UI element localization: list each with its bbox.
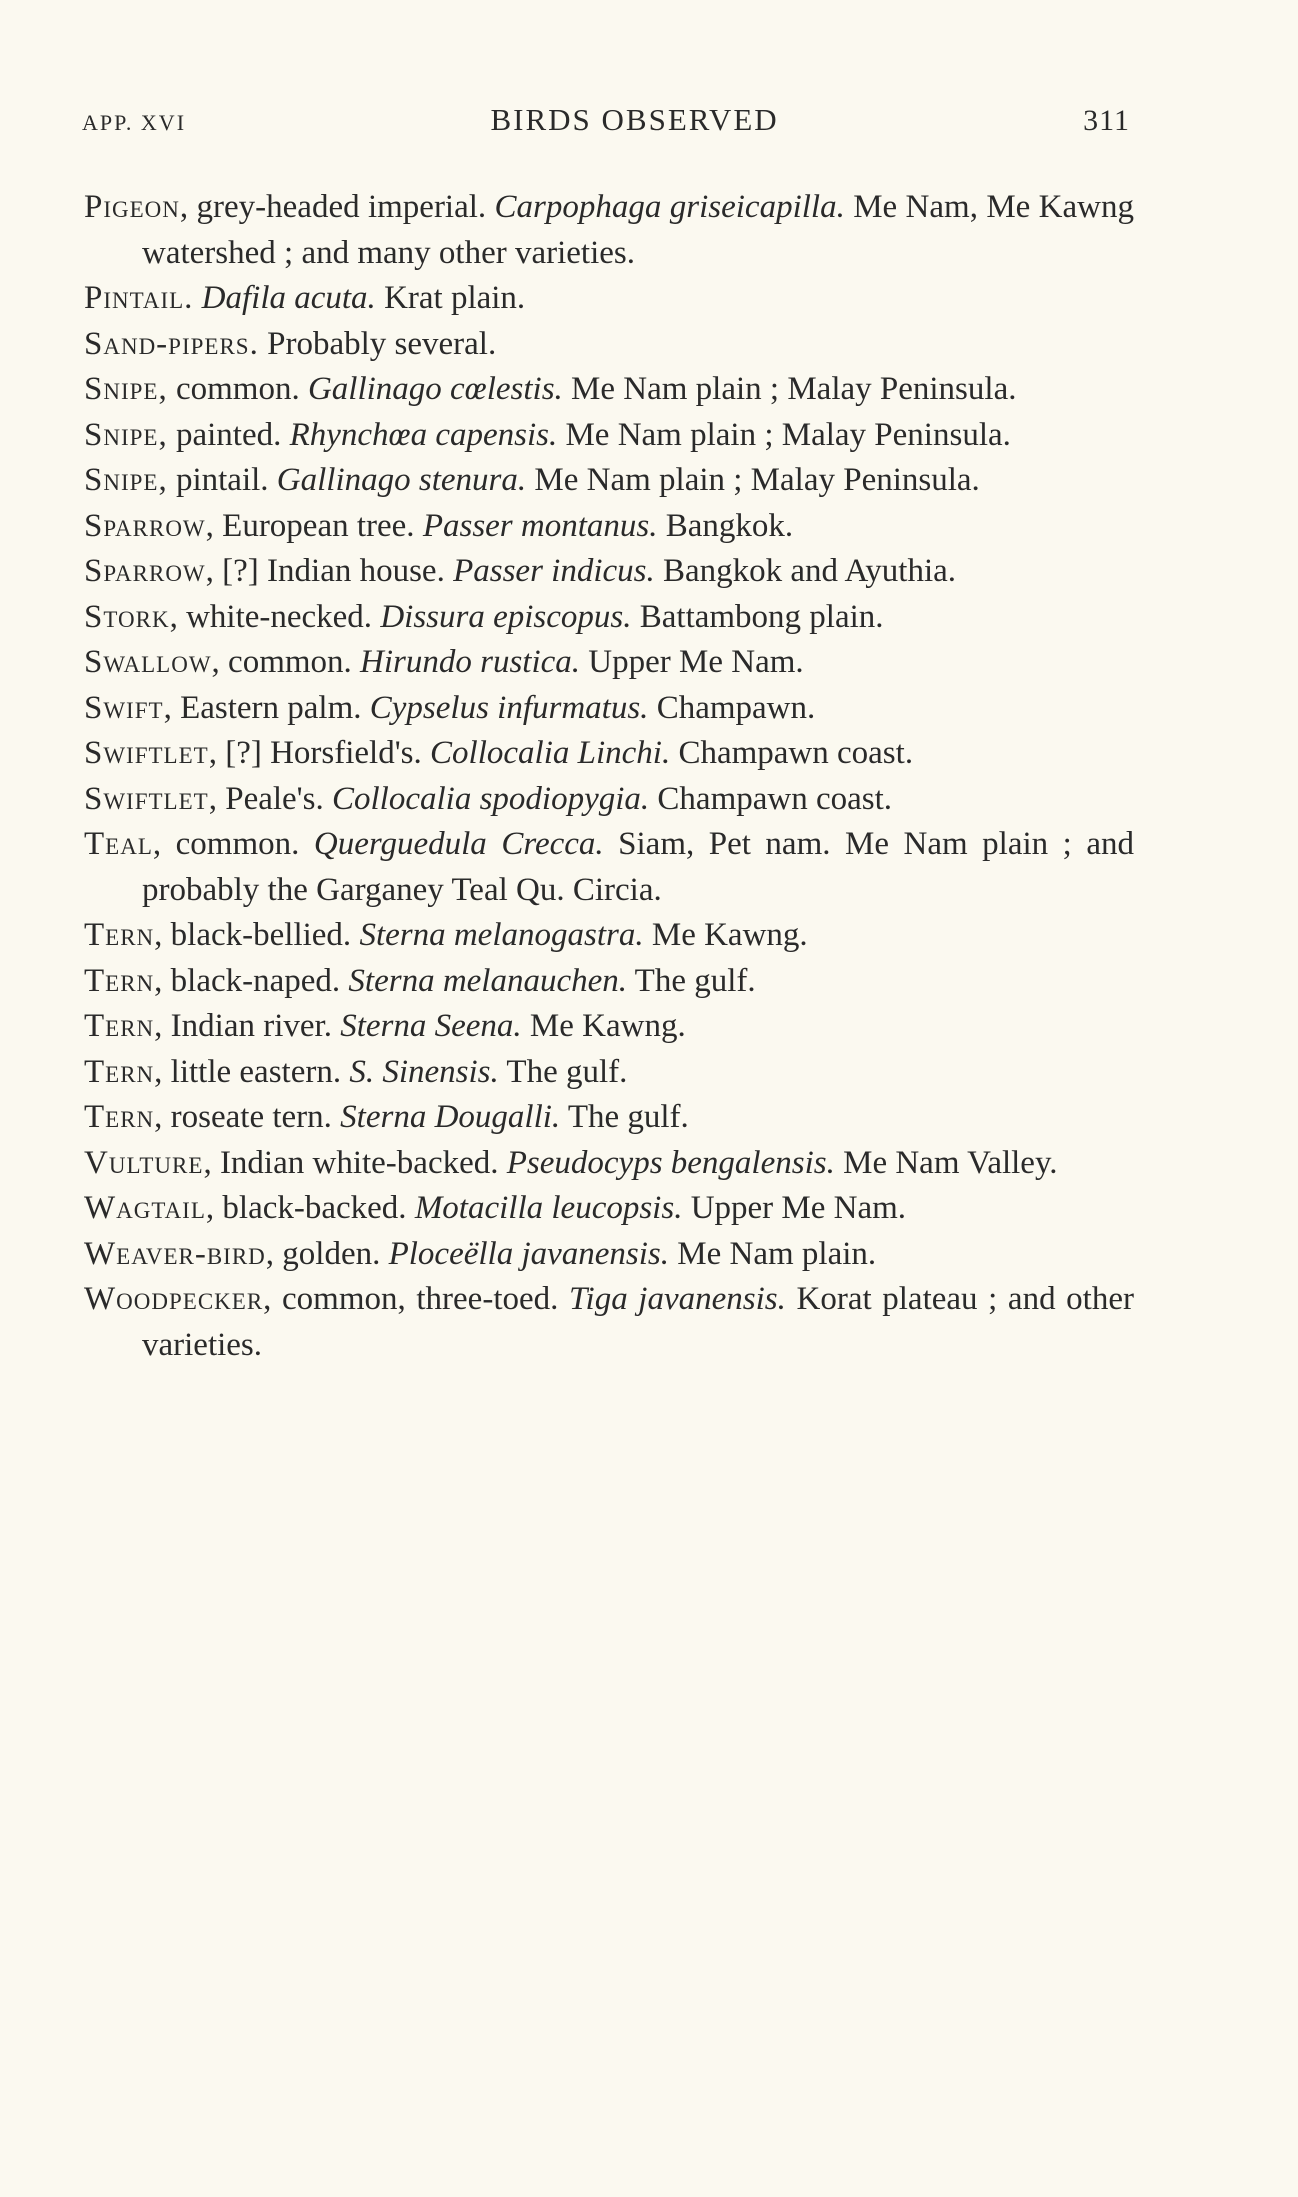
list-item <box>84 1232 1134 1278</box>
entry-scientific-name: Sterna melanauchen. <box>348 962 628 999</box>
entry-term: Sparrow <box>84 507 206 544</box>
entry-term: Snipe, <box>84 416 168 453</box>
bird-list <box>84 185 1134 1368</box>
entry-scientific-name: Rhynchœa capensis. <box>289 416 558 453</box>
entry-term: Weaver-bird <box>84 1235 266 1272</box>
entry-locality: Me Nam Valley. <box>834 1144 1058 1181</box>
entry-scientific-name: Passer indicus. <box>453 553 655 589</box>
entry-term: Tern <box>84 1053 155 1090</box>
list-item <box>84 185 1134 276</box>
running-header <box>82 102 1130 138</box>
entry-description: , black-naped. <box>154 962 349 999</box>
entry-locality: Korat plateau ; and other varieties. <box>142 1281 1134 1363</box>
entry-locality: The gulf. <box>498 1053 628 1090</box>
entry-locality: Upper Me Nam. <box>580 644 804 680</box>
list-item <box>84 1004 1134 1050</box>
list-item <box>84 322 1134 368</box>
entry-description: , grey-headed imperial. <box>179 189 495 225</box>
entry-term: Pigeon <box>84 189 180 225</box>
entry-description: , Eastern palm. <box>163 689 370 726</box>
entry-term: Swift <box>84 689 164 726</box>
entry-term: Stork <box>84 598 170 635</box>
list-item <box>84 777 1134 823</box>
list-item <box>84 959 1134 1005</box>
entry-locality: Bangkok and Ayuthia. <box>654 553 957 589</box>
entry-scientific-name: Ploceëlla javanensis. <box>388 1235 670 1272</box>
entry-term: Tern <box>84 1099 155 1135</box>
list-item <box>84 413 1134 459</box>
entry-scientific-name: Sterna Dougalli. <box>340 1099 561 1135</box>
entry-description: , black-bellied. <box>154 917 360 953</box>
entry-term: Snipe, <box>84 371 168 407</box>
list-item <box>84 913 1134 959</box>
entry-term: Teal <box>84 826 153 862</box>
entry-locality: Me Kawng. <box>521 1008 686 1044</box>
entry-locality: Battambong plain. <box>631 598 884 635</box>
entry-description: , Peale's. <box>208 780 332 817</box>
entry-term: Sand-pipers. <box>84 325 259 362</box>
entry-description: , [?] Horsfield's. <box>208 735 431 771</box>
entry-description: painted. <box>167 416 290 453</box>
entry-term: Vulture <box>84 1144 204 1181</box>
page-number: 311 <box>1083 104 1130 137</box>
entry-scientific-name: Dafila acuta. <box>201 280 376 316</box>
entry-locality: Me Nam plain ; Malay Peninsula. <box>557 416 1011 453</box>
list-item <box>84 686 1134 732</box>
entry-description: , white-necked. <box>169 598 381 635</box>
entry-scientific-name: S. Sinensis. <box>349 1053 499 1090</box>
entry-scientific-name: Collocalia spodiopygia. <box>331 780 650 817</box>
entry-locality: The gulf. <box>627 962 756 999</box>
entry-locality: The gulf. <box>560 1099 689 1135</box>
entry-scientific-name: Sterna Seena. <box>340 1008 522 1044</box>
entry-term: Wagtail <box>84 1190 206 1226</box>
entry-description <box>193 280 201 316</box>
entry-term: Swiftlet <box>84 780 209 817</box>
list-item <box>84 595 1134 641</box>
entry-description: pintail. <box>167 462 277 498</box>
entry-scientific-name: Tiga javanensis. <box>569 1281 786 1317</box>
entry-scientific-name: Hirundo rustica. <box>360 644 581 680</box>
entry-scientific-name: Gallinago stenura. <box>276 462 527 498</box>
entry-description: , European tree. <box>205 507 423 544</box>
entry-term: Sparrow <box>84 553 206 589</box>
list-item <box>84 1277 1134 1368</box>
list-item <box>84 731 1134 777</box>
entry-locality: Upper Me Nam. <box>682 1190 907 1226</box>
list-item <box>84 367 1134 413</box>
entry-scientific-name: Collocalia Linchi. <box>430 735 671 771</box>
entry-description: , common. <box>152 826 314 862</box>
list-item <box>84 1050 1134 1096</box>
entry-scientific-name: Querguedula Crecca. <box>313 826 604 862</box>
entry-locality: Me Nam plain. <box>669 1235 877 1272</box>
entry-locality: Me Nam plain ; Malay Peninsula. <box>562 371 1017 407</box>
entry-description: , common. <box>211 644 361 680</box>
entry-scientific-name: Motacilla leucopsis. <box>414 1190 683 1226</box>
list-item <box>84 640 1134 686</box>
entry-description: , Indian river. <box>154 1008 341 1044</box>
list-item <box>84 504 1134 550</box>
entry-description: , common, three-toed. <box>263 1281 569 1317</box>
entry-locality: Me Nam, Me Kawng watershed ; and many other varieties. <box>142 189 1134 271</box>
entry-term: Tern <box>84 962 155 999</box>
entry-scientific-name: Dissura episcopus. <box>380 598 632 635</box>
entry-locality: Me Nam plain ; Malay Peninsula. <box>526 462 980 498</box>
entry-term: Pintail. <box>84 280 194 316</box>
entry-scientific-name: Passer montanus. <box>422 507 658 544</box>
entry-term: Tern <box>84 917 155 953</box>
list-item <box>84 276 1134 322</box>
entry-description: , little eastern. <box>154 1053 350 1090</box>
entry-description: , [?] Indian house. <box>205 553 454 589</box>
page-title: BIRDS OBSERVED <box>490 102 779 137</box>
entry-term: Swiftlet <box>84 735 209 771</box>
entry-scientific-name: Sterna melanogastra. <box>359 917 644 953</box>
entry-locality: Siam, Pet nam. Me Nam plain ; and probably the Garganey Teal Qu. Circia. <box>142 826 1134 908</box>
list-item <box>84 822 1134 913</box>
entry-description: , golden. <box>265 1235 389 1272</box>
list-item <box>84 1095 1134 1141</box>
entry-description: , black-backed. <box>205 1190 415 1226</box>
entry-scientific-name: Gallinago cœlestis. <box>307 371 563 407</box>
appendix-label: APP. XVI <box>82 110 187 135</box>
entry-scientific-name: Cypselus infurmatus. <box>369 689 649 726</box>
entry-locality: Champawn coast. <box>670 735 914 771</box>
entry-term: Swallow <box>84 644 212 680</box>
list-item <box>84 458 1134 504</box>
list-item <box>84 1141 1134 1187</box>
entry-term: Snipe, <box>84 462 168 498</box>
entry-scientific-name: Pseudocyps bengalensis. <box>506 1144 835 1181</box>
entry-locality: Champawn. <box>648 689 816 726</box>
entry-locality: Me Kawng. <box>643 917 808 953</box>
entry-locality: Champawn coast. <box>649 780 893 817</box>
entry-scientific-name: Carpophaga griseicapilla. <box>494 189 845 225</box>
entry-description: Probably several. <box>258 325 497 362</box>
entry-description: , roseate tern. <box>154 1099 341 1135</box>
entry-term: Tern <box>84 1008 155 1044</box>
entry-term: Woodpecker <box>84 1281 264 1317</box>
entry-locality: Krat plain. <box>375 280 526 316</box>
entry-description: common. <box>167 371 308 407</box>
list-item <box>84 1186 1134 1232</box>
entry-description: , Indian white-backed. <box>203 1144 507 1181</box>
list-item <box>84 549 1134 595</box>
entry-locality: Bangkok. <box>657 507 794 544</box>
